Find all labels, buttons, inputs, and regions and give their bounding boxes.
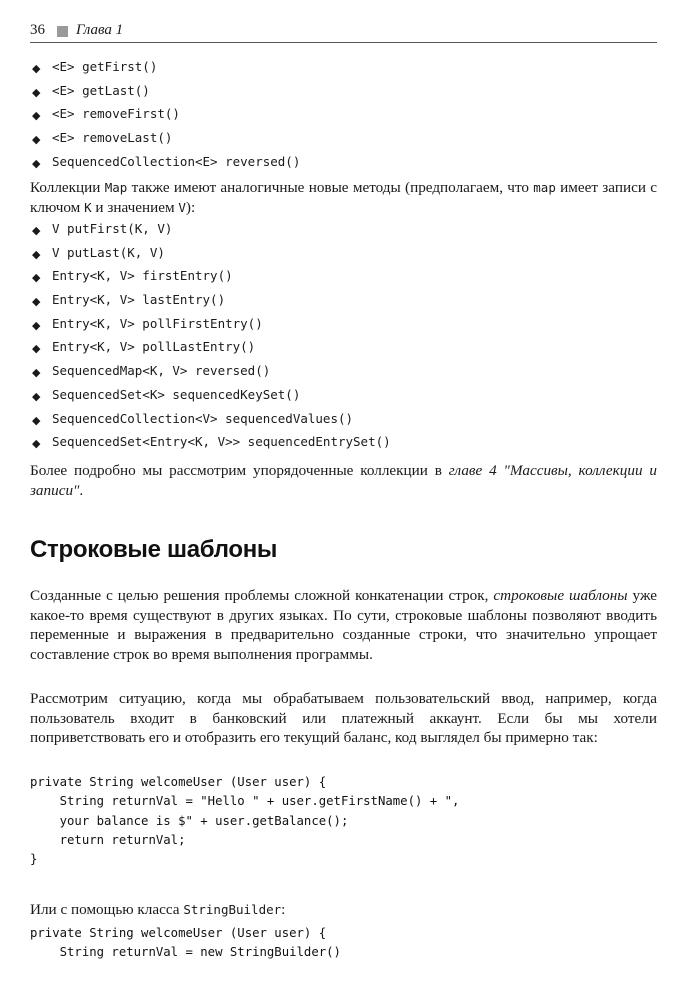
diamond-bullet-icon: ◆ [32,224,41,237]
diamond-bullet-icon: ◆ [32,295,41,309]
list-item: ◆ SequencedCollection<V> sequencedValues() [30,409,657,433]
list-item: ◆ <E> getLast() [30,81,657,105]
list-item: ◆ SequencedCollection<E> reversed() [30,152,657,176]
string-templates-intro-paragraph: Созданные с целью решения проблемы сложной конкатенации строк, строковые шаблоны уже какое-то время существуют в других языках. По сути, строковые шаблоны позволяют вводить переменные и выражения в предварительно созданные строки, что значительно упрощает составление строк во время выполнения программы. [30,587,657,663]
list-item: ◆ Entry<K, V> pollLastEntry() [30,337,657,361]
list-item: ◆ SequencedMap<K, V> reversed() [30,361,657,385]
diamond-bullet-icon: ◆ [32,413,41,427]
code-block-stringbuilder: private String welcomeUser (User user) { String returnVal = new StringBuilder() [30,926,341,960]
list-item: ◆ Entry<K, V> lastEntry() [30,290,657,314]
page-number: 36 [30,22,45,38]
list-item: ◆ <E> removeLast() [30,128,657,152]
chapter-title: Глава 1 [76,22,124,38]
list-item: ◆ <E> getFirst() [30,57,657,81]
list-item: ◆ SequencedSet<K> sequencedKeySet() [30,385,657,409]
list-item: ◆ SequencedSet<Entry<K, V>> sequencedEntrySet() [30,432,657,456]
list-item: ◆ Entry<K, V> pollFirstEntry() [30,314,657,338]
diamond-bullet-icon: ◆ [32,109,41,123]
code-block-concatenation: private String welcomeUser (User user) { String returnVal = "Hello " + user.getFirstName() + ", your balance is $" + user.getBalance(); return returnVal; } [30,775,460,867]
list-item: ◆ <E> removeFirst() [30,104,657,128]
diamond-bullet-icon: ◆ [32,85,41,99]
scenario-paragraph: Рассмотрим ситуацию, когда мы обрабатываем пользовательский ввод, например, когда пользователь входит в банковский или платежный аккаунт. Если бы мы хотели поприветствовать его и отобразить его текущий баланс, код выглядел бы примерно так: [30,690,657,746]
map-methods-intro-paragraph: Коллекции Map также имеют аналогичные новые методы (предполагаем, что map имеет записи с ключом K и значением V): [30,179,658,216]
header-rule [30,42,657,43]
running-header [30,22,657,42]
diamond-bullet-icon: ◆ [32,437,41,451]
list-item: ◆ V putLast(K, V) [30,243,657,267]
diamond-bullet-icon: ◆ [32,62,41,75]
header-square-icon [57,26,68,37]
diamond-bullet-icon: ◆ [32,247,41,261]
diamond-bullet-icon: ◆ [32,318,41,332]
diamond-bullet-icon: ◆ [32,271,41,285]
section-heading: Строковые шаблоны [30,536,278,563]
reference-paragraph: Более подробно мы рассмотрим упорядоченные коллекции в главе 4 "Массивы, коллекции и записи". [30,462,657,499]
diamond-bullet-icon: ◆ [32,342,41,356]
list-item: ◆ Entry<K, V> firstEntry() [30,266,657,290]
diamond-bullet-icon: ◆ [32,389,41,403]
diamond-bullet-icon: ◆ [32,366,41,380]
sequenced-collection-methods-list [30,57,657,175]
diamond-bullet-icon: ◆ [32,156,41,170]
sequenced-map-methods-list [30,219,657,456]
list-item: ◆ V putFirst(K, V) [30,219,657,243]
diamond-bullet-icon: ◆ [32,133,41,147]
stringbuilder-intro-paragraph: Или с помощью класса StringBuilder: [30,901,286,918]
